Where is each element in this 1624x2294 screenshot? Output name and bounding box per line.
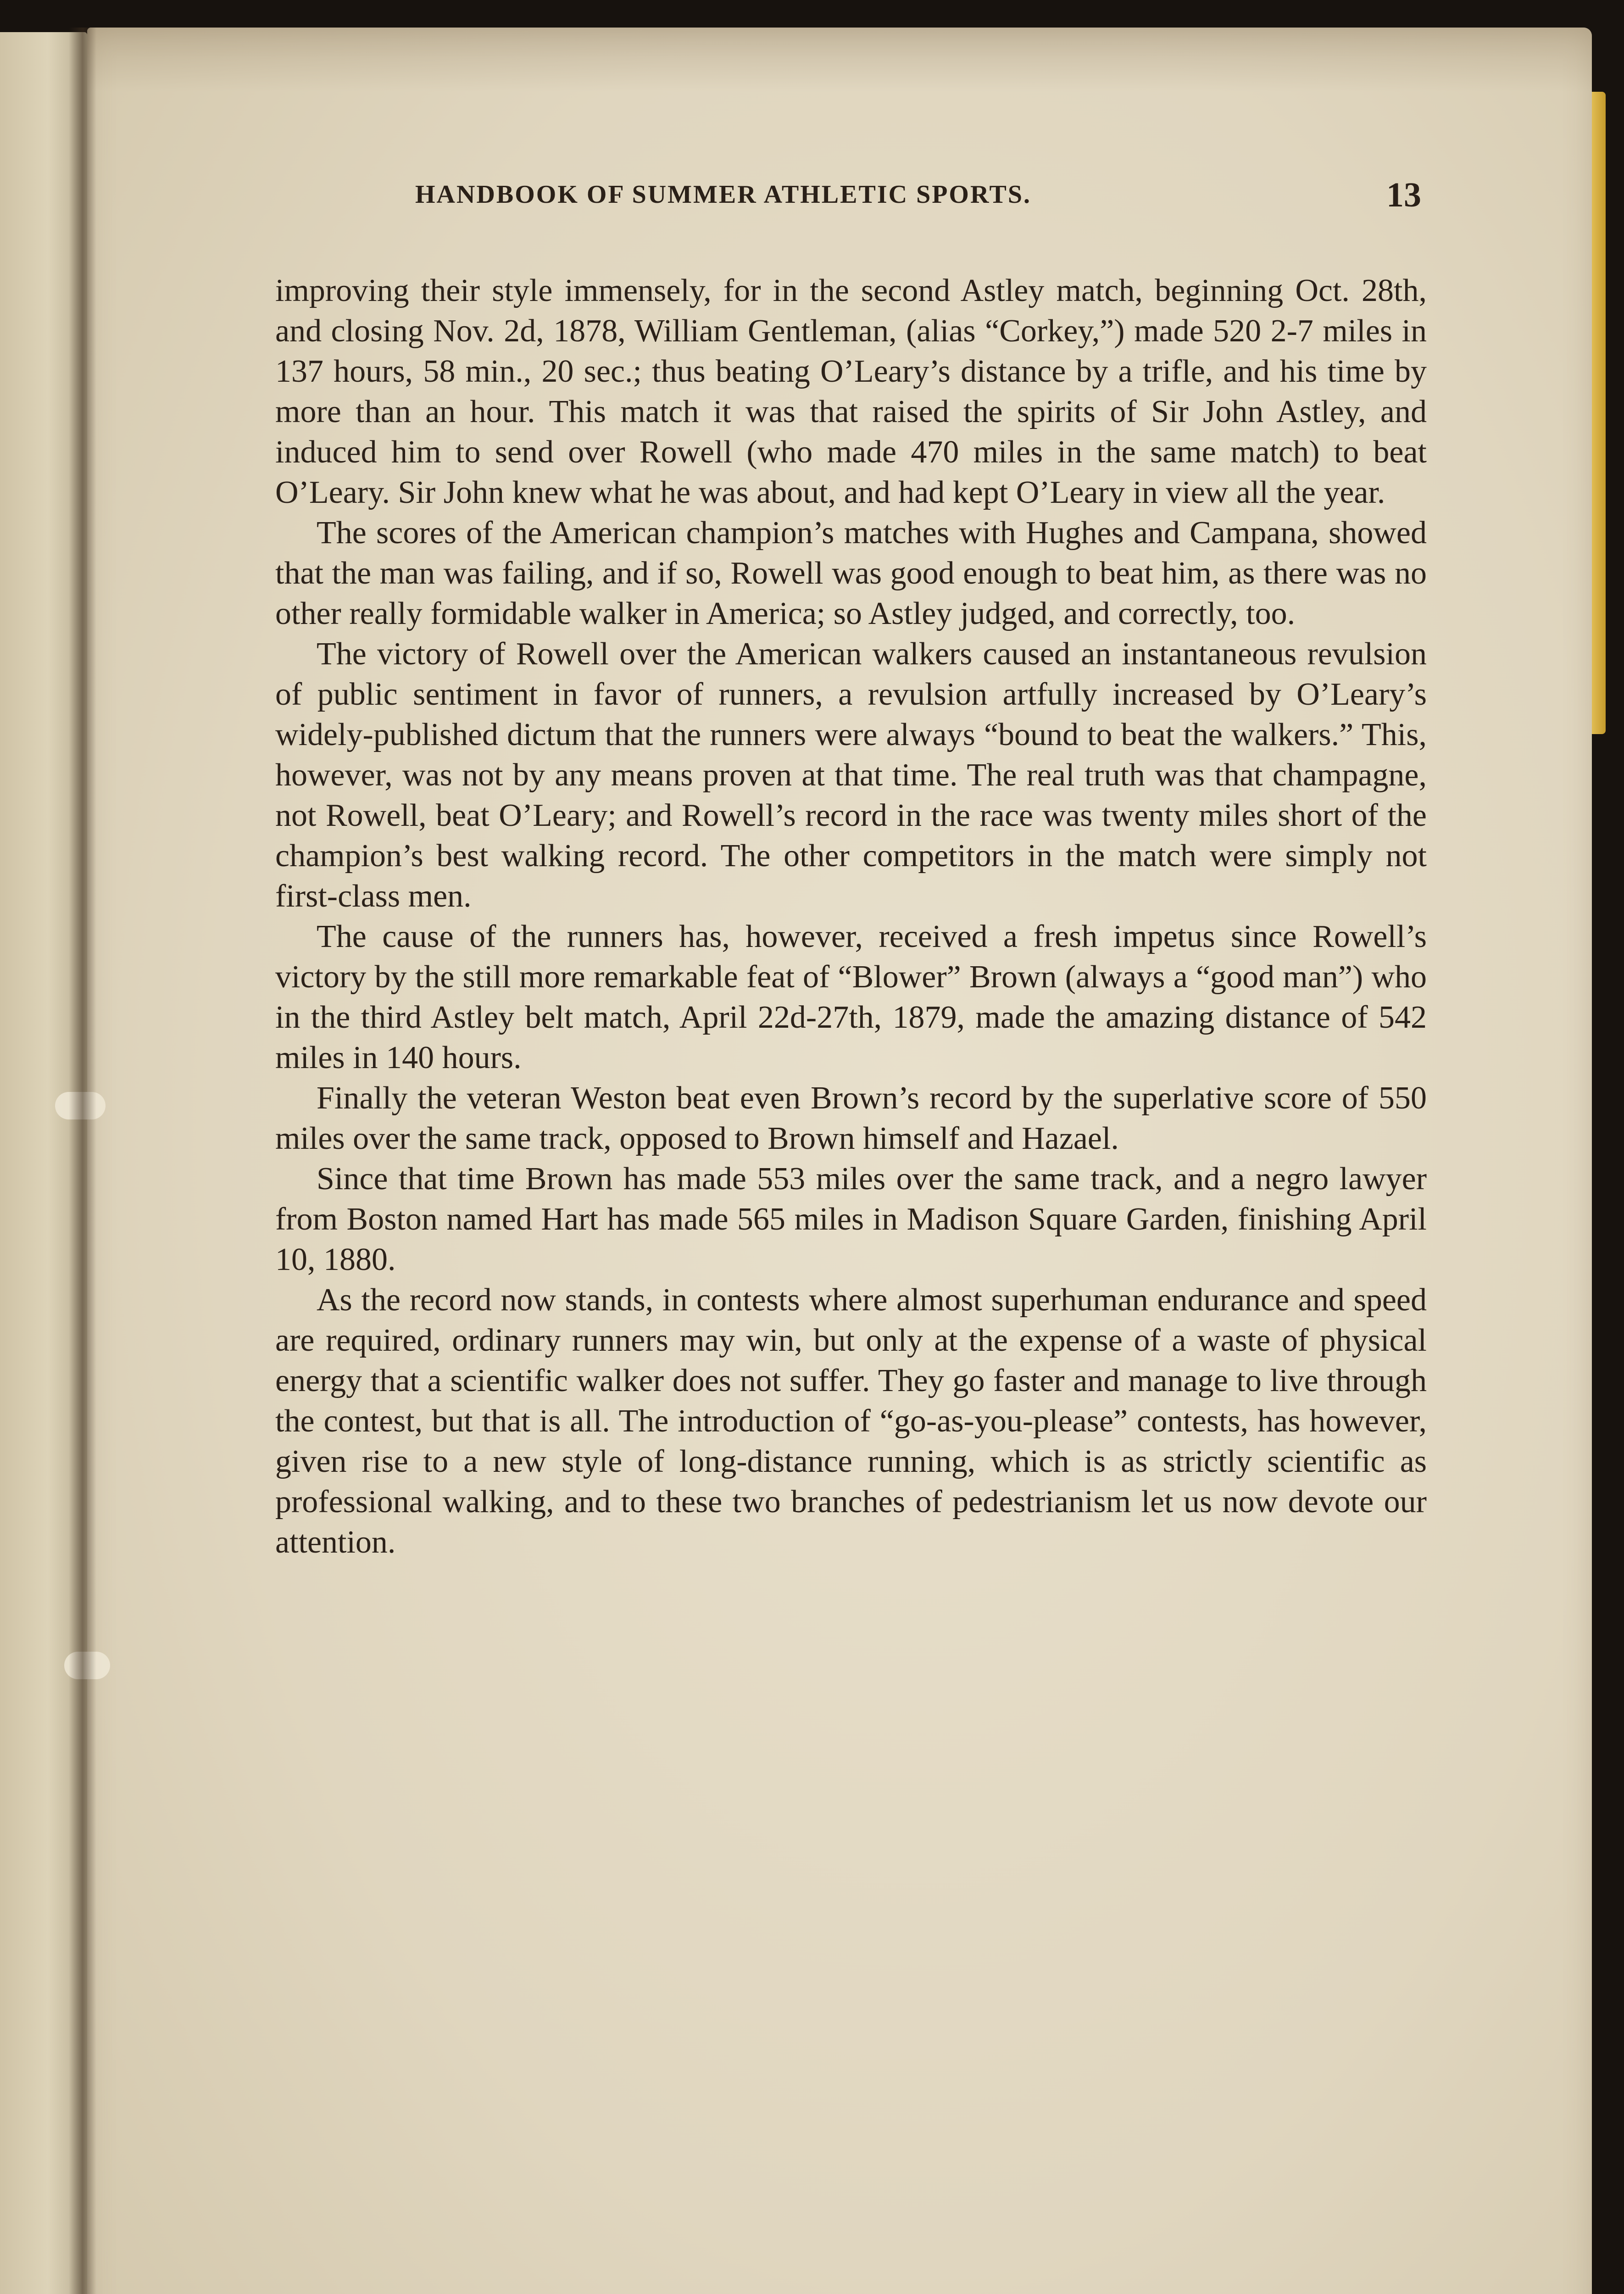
paragraph: Finally the veteran Weston beat even Brown’s record by the superlative score of 550 miles over the same track, opposed to Brown himself and Hazael. <box>275 1080 1427 1156</box>
paragraph: Since that time Brown has made 553 miles over the same track, and a negro lawyer from Boston named Hart has made 565 miles in Madison Square Garden, finishing April 10, 1880. <box>275 1161 1427 1277</box>
book-gutter <box>69 28 96 2294</box>
body-text <box>275 271 1427 1563</box>
paragraph: The victory of Rowell over the American walkers caused an instantaneous revulsion of public sentiment in favor of runners, a revulsion artfully increased by O’Leary’s widely-published dictum that the runners were always “bound to beat the walkers.” This, however, was not by any means proven at that time. The real truth was that champagne, not Rowell, beat O’Leary; and Rowell’s record in the race was twenty miles short of the champion’s best walking record. The other competitors in the match were simply not first-class men. <box>275 636 1427 914</box>
paragraph: The scores of the American champion’s matches with Hughes and Campana, showed that the man was failing, and if so, Rowell was good enough to beat him, as there was no other really formidable walker in America; so Astley judged, and correctly, too. <box>275 515 1427 631</box>
running-title: HANDBOOK OF SUMMER ATHLETIC SPORTS. <box>415 180 1031 209</box>
running-head <box>0 176 1624 221</box>
paragraph: The cause of the runners has, however, received a fresh impetus since Rowell’s victory by the still more remarkable feat of “Blower” Brown (always a “good man”) who in the third Astley belt match, April 22d-27th, 1879, made the amazing distance of 542 miles in 140 hours. <box>275 919 1427 1075</box>
paragraph: improving their style immensely, for in the second Astley match, beginning Oct. 28th, and closing Nov. 2d, 1878, William Gentleman, (alias “Corkey,”) made 520 2-7 miles in 137 hours, 58 min., 20 sec.; thus beating O’Leary’s distance by a trifle, and his time by more than an hour. This match it was that raised the spirits of Sir John Astley, and induced him to send over Rowell (who made 470 miles in the same match) to beat O’Leary. Sir John knew what he was about, and had kept O’Leary in view all the year. <box>275 273 1427 510</box>
page-number: 13 <box>1386 176 1421 214</box>
page-stain <box>87 28 1592 92</box>
paragraph: As the record now stands, in contests where almost superhuman endurance and speed are required, ordinary runners may win, but only at the expense of a waste of physical energy that a scientific walker does not suffer. They go faster and manage to live through the contest, but that is all. The introduction of “go-as-you-please” contests, has however, given rise to a new style of long-distance running, which is as strictly scientific as professional walking, and to these two branches of pedestrianism let us now devote our attention. <box>275 1282 1427 1560</box>
